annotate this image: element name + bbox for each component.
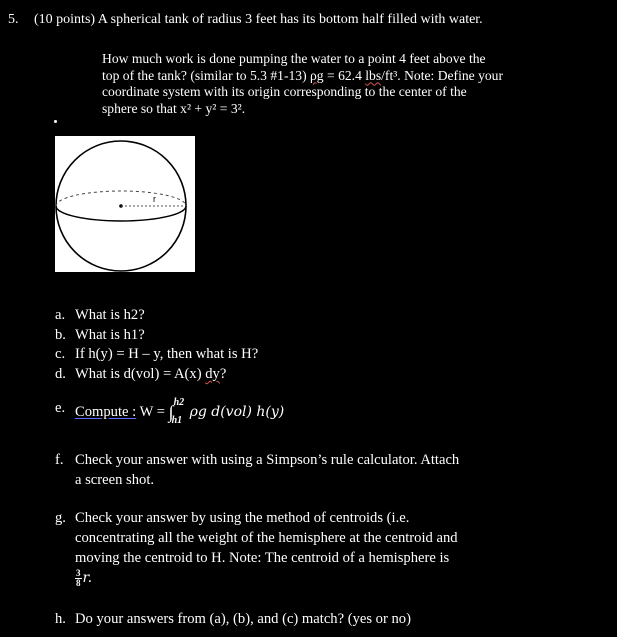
equator-back [56, 191, 186, 206]
equator-front [56, 206, 186, 221]
dy-term: dy [205, 366, 220, 382]
item-d: d. What is d(vol) = A(x) dy? [55, 366, 227, 382]
integral-sign: ∫ [168, 402, 174, 422]
question-header [8, 12, 483, 28]
item-e: e. Compute : W = ∫ h2 h1 ρg d(vol) h(y) [55, 396, 285, 426]
question-number: 5. [8, 12, 19, 27]
radius-label: r [153, 194, 156, 204]
question-prompt [102, 51, 612, 117]
prompt-line-2: top of the tank? (similar to 5.3 #1-13) ρg = 62.4 lbs/ft³. Note: Define your [102, 67, 503, 83]
item-g: g. Check your answer by using the method of centroids (i.e. concentrating all the weight of the hemisphere at the centroid and moving the centroid to H. Note: The centroid of a hemisphere is $\frac{3}{8}$ r. [55, 510, 458, 589]
item-a: a. What is h2? [55, 307, 145, 323]
item-b: b. What is h1? [55, 327, 145, 343]
stray-dot [54, 120, 57, 123]
integral-limits [171, 396, 190, 426]
item-f: f. Check your answer with using a Simpson’s rule calculator. Attach a screen shot. [55, 452, 460, 488]
unit-lbs: lbs [365, 67, 382, 83]
sphere-diagram [55, 136, 195, 272]
sphere-figure [55, 136, 195, 272]
upper-limit: h2 [173, 396, 185, 408]
compute-label: Compute : [75, 404, 137, 420]
rho-g-symbol: ρg [310, 67, 324, 83]
prompt-line-4: sphere so that x² + y² = 3². [102, 100, 246, 116]
question-header-text: (10 points) A spherical tank of radius 3 feet has its bottom half filled with water. [34, 12, 483, 27]
prompt-line-1: How much work is done pumping the water to a point 4 feet above the [102, 51, 486, 66]
item-h: h. Do your answers from (a), (b), and (c) match? (yes or no) [55, 611, 411, 627]
centroid-fraction: $\frac{3}{8}$ [76, 568, 81, 589]
item-c: c. If h(y) = H – y, then what is H? [55, 346, 259, 362]
prompt-line-3: coordinate system with its origin corresponding to the center of the [102, 84, 467, 100]
lower-limit: h1 [171, 414, 183, 426]
integrand: ρg d(vol) h(y) [189, 404, 285, 420]
